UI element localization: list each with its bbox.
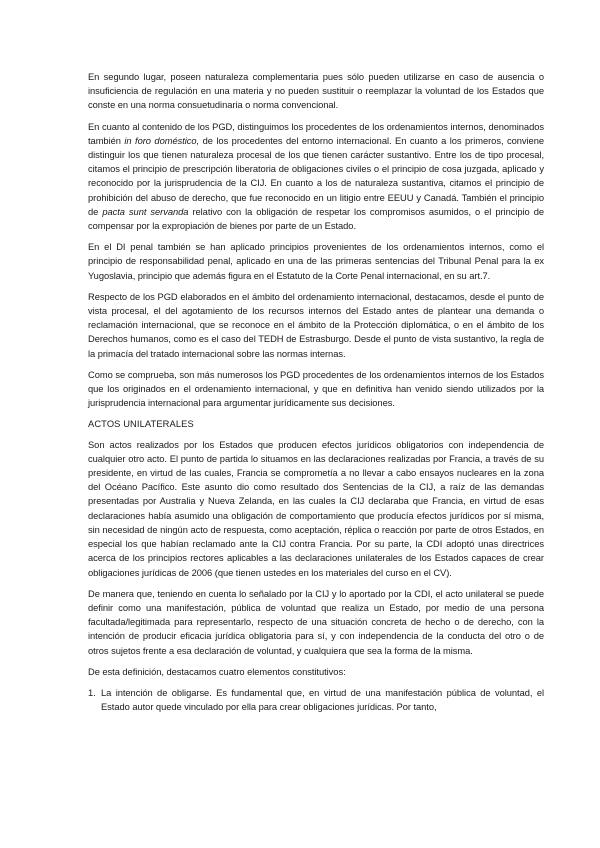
list-item-text: La intención de obligarse. Es fundamental que, en virtud de una manifestación pública de voluntad, el Estado autor quede vinculado por ella para crear obligaciones jurídicas. Por tanto, bbox=[101, 687, 544, 713]
list-item bbox=[88, 686, 544, 714]
paragraph-unilateral-definition: De manera que, teniendo en cuenta lo señalado por la CIJ y lo aportado por la CDI, el acto unilateral se puede definir como una manifestación, pública de voluntad que realiza un Estado, por medio de una persona facultada/legitimada para representarlo, respecto de una situación concreta de hecho o de derecho, con la intención de producir eficacia jurídica obligatoria para sí, y con independencia de la conducta del otro o de otros sujetos frente a esa declaración de voluntad, y cualquiera que sea la forma de la misma. bbox=[88, 588, 544, 656]
pgd-italic-pacta-sunt-servanda: pacta sunt servanda bbox=[102, 206, 189, 217]
paragraph-unilateral-acts: Son actos realizados por los Estados que producen efectos jurídicos obligatorios con independencia de cualquier otro acto. El punto de partida lo situamos en las declaraciones realizadas por Francia, a través de su presidente, en virtud de las cuales, Francia se comprometía a no llevar a cabo ensayos nucleares en la zona del Océano Pacífico. Este asunto dio como resultado dos Sentencias de la CIJ, a raíz de las demandas presentadas por Australia y Nueva Zelanda, en las cuales la CIJ declaraba que Francia, en virtud de esas declaraciones había asumido una obligación de comportamiento que producía efectos jurídicos por sí misma, sin necesidad de ningún acto de respuesta, como aceptación, réplica o reacción por parte de otros Estados, en especial los que habían reclamado ante la CIJ contra Francia. Por su parte, la CDI adoptó unas directrices acerca de los principios rectores aplicables a las declaraciones unilaterales de los Estados capaces de crear obligaciones jurídicas de 2006 (que tienen ustedes en los materiales del curso en el CV). bbox=[88, 439, 544, 578]
pgd-text-part-2: de los procedentes del entorno internacional. En cuanto a los primeros, conviene distinguir los que tienen naturaleza procesal de los que tienen carácter sustantivo. Entre los de tipo procesal, citamos el principio de prescripción liberatoria de obligaciones civiles o el principio de cosa juzgada, aplicado y reconocido por la jurisprudencia de la CIJ. En cuanto a los de naturaleza sustantiva, citamos el principio de prohibición del abuso de derecho, que fue reconocido en un litigio entre EEUU y Canadá. También el principio de bbox=[88, 135, 544, 217]
pgd-italic-in-foro-domestico: in foro doméstico, bbox=[124, 135, 200, 146]
paragraph-pgd-content bbox=[88, 120, 544, 234]
paragraph-pgd-international: Respecto de los PGD elaborados en el ámbito del ordenamiento internacional, destacamos, desde el punto de vista procesal, el del agotamiento de los recursos internos del Estado antes de plantear una demanda o reclamación internacional, que se reconoce en el ámbito de la Protección diplomática, o en el ámbito de los Derechos humanos, como es el caso del TEDH de Estrasburgo. Desde el punto de vista sustantivo, la regla de la primacía del tratado internacional sobre las normas internas. bbox=[88, 291, 544, 359]
constitutive-elements-list bbox=[88, 686, 544, 714]
pgd-text-part-1: En cuanto al contenido de los PGD, distinguimos los procedentes de los ordenamientos internos, denominados también bbox=[88, 121, 544, 146]
section-heading-actos-unilaterales: ACTOS UNILATERALES bbox=[88, 419, 194, 430]
pgd-text-part-3: relativo con la obligación de respetar los compromisos asumidos, o el principio de compensar por la expropiación de bienes por parte de un Estado. bbox=[88, 206, 544, 232]
paragraph-complementary-nature: En segundo lugar, poseen naturaleza complementaria pues sólo pueden utilizarse en caso de ausencia o insuficiencia de regulación en una materia y no pueden sustituir o reemplazar la voluntad de los Estados que conste en una norma consuetudinaria o norma convencional. bbox=[88, 72, 544, 111]
document-page bbox=[88, 70, 544, 714]
list-item-number: 1. bbox=[88, 687, 96, 698]
paragraph-pgd-comparison: Como se comprueba, son más numerosos los PGD procedentes de los ordenamientos internos de los Estados que los originados en el ordenamiento internacional, y que en definitiva han venido siendo utilizados por la jurisprudencia internacional para argumentar jurídicamente sus decisiones. bbox=[88, 369, 544, 409]
paragraph-di-penal: En el DI penal también se han aplicado principios provenientes de los ordenamientos internos, como el principio de responsabilidad penal, aplicado en una de las primeras sentencias del Tribunal Penal para la ex Yugoslavia, principio que además figura en el Estatuto de la Corte Penal internacional, en su art.7. bbox=[88, 242, 544, 281]
paragraph-elements-intro: De esta definición, destacamos cuatro elementos constitutivos: bbox=[88, 666, 346, 677]
